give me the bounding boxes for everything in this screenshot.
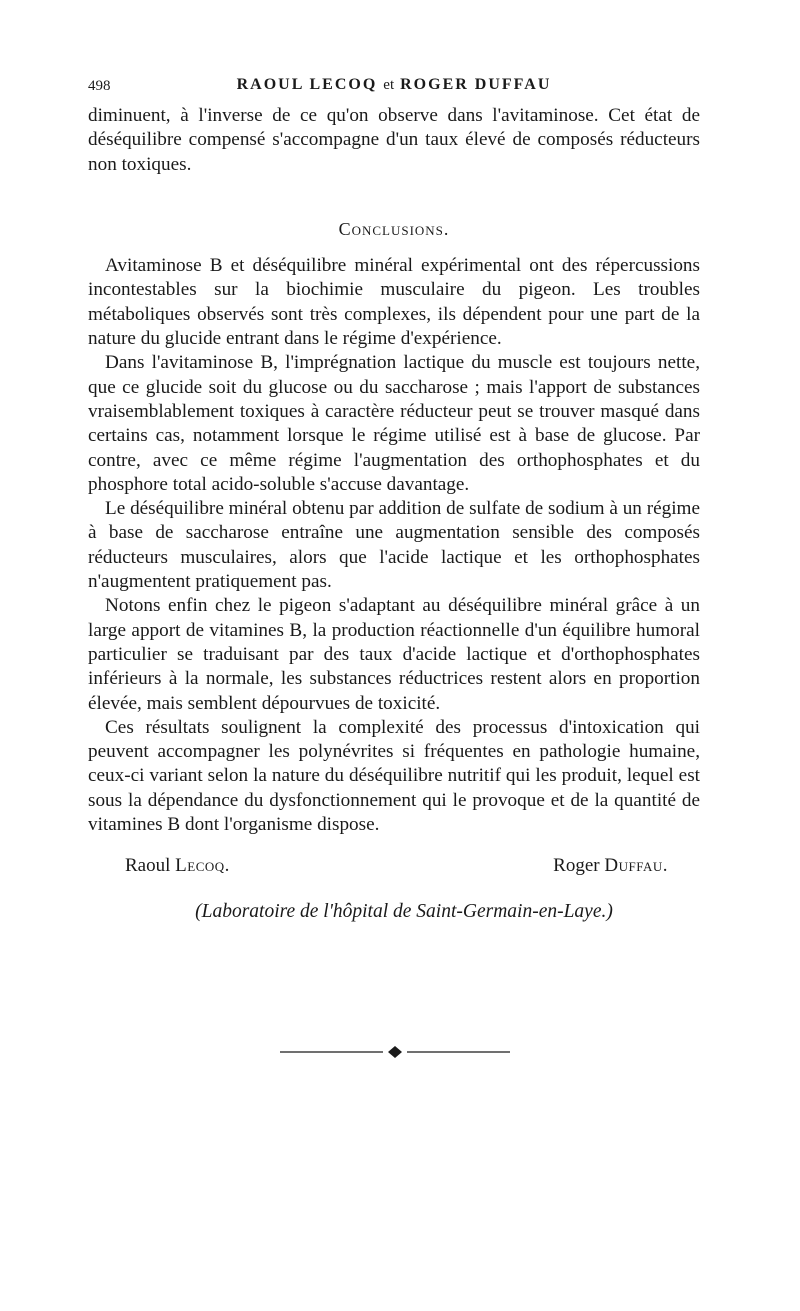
signature-duffau-last: Duffau. xyxy=(604,855,668,877)
paragraph-5: Ces résultats soulignent la complexité des processus d'intoxication qui peuvent accompagner les polynévrites si fréquentes en pathologie humaine, ceux-ci variant selon la nature du déséquilibre nutritif qui les produit, lequel est sous la dépendance du dysfonctionnement qui le provoque et de la quantité de vitamines B dont l'organisme dispose. xyxy=(88,716,700,836)
signature-lecoq-first: Raoul xyxy=(125,855,171,877)
signature-duffau-first: Roger xyxy=(553,855,600,877)
paragraph-4: Notons enfin chez le pigeon s'adaptant au déséquilibre minéral grâce à un large apport de vitamines B, la production réactionnelle d'un équilibre humoral particulier se traduisant par des taux d'acide lactique et d'orthophosphates inférieurs à la normale, les substances réductrices restent alors en proportion élevée, mais semblent dépourvues de toxicité. xyxy=(88,595,700,714)
signatures xyxy=(88,855,700,881)
page-number: 498 xyxy=(88,78,111,94)
running-head xyxy=(88,74,700,104)
author1-name: RAOUL LECOQ xyxy=(236,76,378,93)
continuation-paragraph: diminuent, à l'inverse de ce qu'on observe dans l'avitaminose. Cet état de déséquilibre compensé s'accompagne d'un taux élevé de composés réducteurs non toxiques. xyxy=(88,105,700,175)
signature-duffau xyxy=(553,855,668,877)
running-title xyxy=(88,76,700,94)
signature-lecoq-last: Lecoq. xyxy=(175,855,230,877)
diamond-rule-icon xyxy=(280,1045,510,1059)
page xyxy=(88,74,700,923)
paragraph-3: Le déséquilibre minéral obtenu par addition de sulfate de sodium à un régime à base de saccharose entraîne une augmentation sensible des composés réducteurs musculaires, alors que l'acide lactique et les orthophosphates n'augmentent pratiquement pas. xyxy=(88,498,700,593)
paragraph-2: Dans l'avitaminose B, l'imprégnation lactique du muscle est toujours nette, que ce glucide soit du glucose ou du saccharose ; mais l'apport de substances vraisemblablement toxiques à caractère réducteur peut se trouver masqué dans certains cas, notamment lorsque le régime utilisé est à base de glucose. Par contre, avec ce même régime l'augmentation des orthophosphates et du phosphore total acido-soluble s'accuse davantage. xyxy=(88,352,700,495)
body-text xyxy=(88,104,700,837)
paragraph-1: Avitaminose B et déséquilibre minéral expérimental ont des répercussions incontestables sur la biochimie musculaire du pigeon. Les troubles métaboliques observés sont très complexes, ils dépendent pour une part de la nature du glucide entrant dans le régime d'expérience. xyxy=(88,255,700,350)
section-title: Conclusions. xyxy=(338,218,450,239)
signature-lecoq xyxy=(125,855,230,877)
author2-name: ROGER DUFFAU xyxy=(400,76,552,93)
author-conjunction: et xyxy=(383,77,395,93)
affiliation: (Laboratoire de l'hôpital de Saint-Germain-en-Laye.) xyxy=(195,901,613,923)
